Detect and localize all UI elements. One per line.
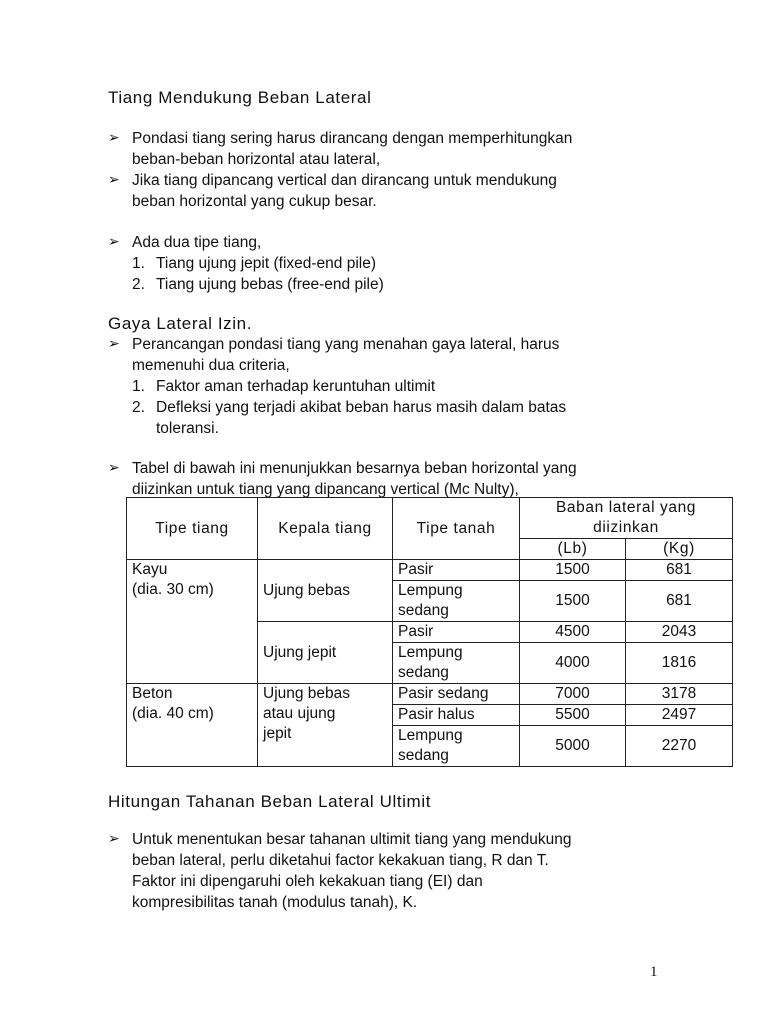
bullet-text-line: beban-beban horizontal atau lateral, [132,151,381,168]
arrow-bullet-icon: ➢ [108,234,120,250]
cell-lb: 7000 [520,684,626,705]
cell-text: sedang [398,747,449,764]
bullet-text-line: Pondasi tiang sering harus dirancang dengan memperhitungkan [132,130,573,147]
cell-tipe-tanah [393,643,520,684]
arrow-bullet-icon: ➢ [108,130,120,146]
heading-gaya-lateral: Gaya Lateral Izin. [108,314,253,333]
cell-tipe-tanah: Pasir sedang [393,684,520,705]
bullet-item [108,170,668,212]
cell-lb: 1500 [520,581,626,622]
cell-text: jepit [263,725,292,742]
table-row [127,560,733,581]
numbered-item [132,397,566,418]
cell-text: sedang [398,664,449,681]
cell-text: Beton [132,685,173,702]
cell-text: Lempung [398,582,463,599]
cell-kg: 2043 [626,622,733,643]
lateral-load-table [126,497,733,767]
cell-kg: 2497 [626,705,733,726]
cell-kg: 1816 [626,643,733,684]
cell-tipe-tiang-beton [127,684,258,767]
bullet-text-line: Tabel di bawah ini menunjukkan besarnya beban horizontal yang [132,460,577,477]
cell-tipe-tanah: Pasir [393,622,520,643]
cell-text: Lempung [398,644,463,661]
arrow-bullet-icon: ➢ [108,460,120,476]
bullet-item [108,458,668,500]
cell-lb: 4000 [520,643,626,684]
header-baban-lateral [520,498,733,539]
cell-text: Ujung bebas [263,685,351,702]
cell-kepala-jepit: Ujung jepit [258,622,393,684]
item-number: 2. [132,276,145,293]
header-baban-line: diizinkan [593,519,659,536]
arrow-bullet-icon: ➢ [108,172,120,188]
bullet-text-line: Ada dua tipe tiang, [132,234,262,251]
cell-kg: 2270 [626,726,733,767]
header-lb: (Lb) [520,539,626,560]
numbered-item [132,253,376,274]
header-kg: (Kg) [626,539,733,560]
cell-kg: 681 [626,581,733,622]
bullet-text-line: Untuk menentukan besar tahanan ultimit tiang yang mendukung [132,831,572,848]
bullet-text-line: beban lateral, perlu diketahui factor kekakuan tiang, R dan T. [132,852,549,869]
cell-text: Lempung [398,727,463,744]
cell-lb: 5000 [520,726,626,767]
bullet-item [108,128,668,170]
item-text: Defleksi yang terjadi akibat beban harus masih dalam batas [156,399,567,416]
item-text-continuation: toleransi. [156,420,219,437]
heading-tiang-mendukung: Tiang Mendukung Beban Lateral [108,88,372,107]
bullet-text-line: beban horizontal yang cukup besar. [132,193,377,210]
cell-text: (dia. 30 cm) [132,581,214,598]
cell-text: Kayu [132,561,168,578]
cell-lb: 4500 [520,622,626,643]
bullet-item [108,232,668,253]
bullet-text-line: Faktor ini dipengaruhi oleh kekakuan tiang (EI) dan [132,873,483,890]
cell-tipe-tiang-kayu [127,560,258,684]
header-kepala-tiang: Kepala tiang [258,498,393,560]
cell-tipe-tanah [393,581,520,622]
item-text: Faktor aman terhadap keruntuhan ultimit [156,378,436,395]
cell-text: atau ujung [263,705,336,722]
bullet-item [108,334,668,376]
page-number: 1 [650,964,658,980]
cell-tipe-tanah: Pasir halus [393,705,520,726]
item-number: 1. [132,255,145,272]
cell-tipe-tanah: Pasir [393,560,520,581]
item-number: 2. [132,399,145,416]
table-header-row [127,498,733,539]
bullet-item [108,829,668,913]
numbered-item [132,376,435,397]
bullet-text-line: kompresibilitas tanah (modulus tanah), K. [132,894,418,911]
item-number: 1. [132,378,145,395]
table-row [127,684,733,705]
arrow-bullet-icon: ➢ [108,831,120,847]
heading-hitungan-tahanan: Hitungan Tahanan Beban Lateral Ultimit [108,792,432,811]
numbered-item [132,274,384,295]
bullet-text-line: Jika tiang dipancang vertical dan dirancang untuk mendukung [132,172,557,189]
cell-text: sedang [398,602,449,619]
item-text: Tiang ujung bebas (free-end pile) [156,276,384,293]
cell-kg: 3178 [626,684,733,705]
arrow-bullet-icon: ➢ [108,336,120,352]
cell-lb: 1500 [520,560,626,581]
cell-kepala-bebas: Ujung bebas [258,560,393,622]
bullet-text-line: Perancangan pondasi tiang yang menahan gaya lateral, harus [132,336,560,353]
bullet-text-line: diizinkan untuk tiang yang dipancang vertical (Mc Nulty), [132,481,519,498]
bullet-text-line: memenuhi dua criteria, [132,357,290,374]
cell-kepala-beton [258,684,393,767]
header-tipe-tanah: Tipe tanah [393,498,520,560]
header-tipe-tiang: Tipe tiang [127,498,258,560]
cell-text: (dia. 40 cm) [132,705,214,722]
item-text: Tiang ujung jepit (fixed-end pile) [156,255,376,272]
cell-tipe-tanah [393,726,520,767]
cell-lb: 5500 [520,705,626,726]
cell-kg: 681 [626,560,733,581]
header-baban-line: Baban lateral yang [555,499,697,516]
